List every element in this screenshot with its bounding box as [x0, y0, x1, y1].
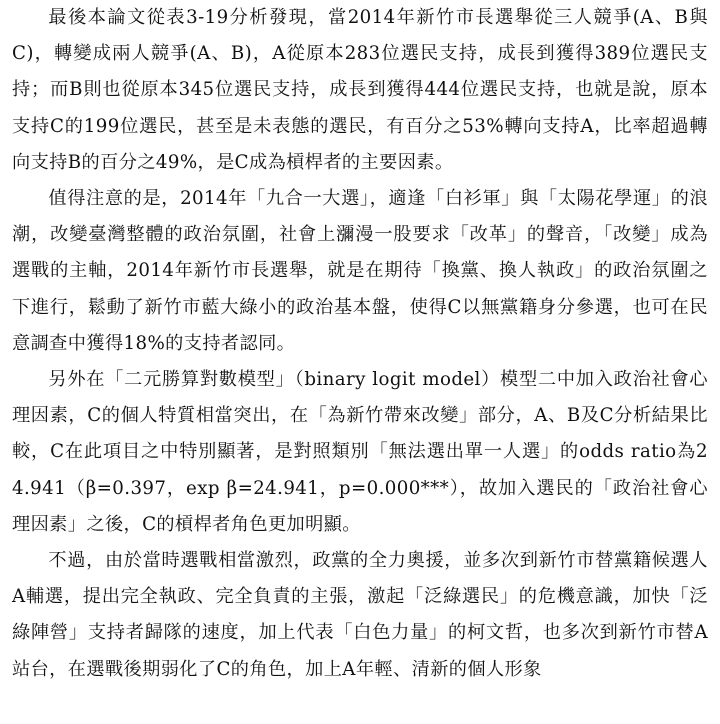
- paragraph-2: 值得注意的是，2014年「九合一大選」，適逢「白衫軍」與「太陽花學運」的浪潮，改變臺灣整體的政治氛圍，社會上瀰漫一股要求「改革」的聲音，「改變」成為選戰的主軸，2014年新竹市長選舉，就是在期待「換黨、換人執政」的政治氛圍之下進行，鬆動了新竹市藍大綠小的政治基本盤，使得C以無黨籍身分參選，也可在民意調查中獲得18%的支持者認同。: [12, 188, 708, 354]
- document-page: [12, 0, 708, 688]
- paragraph-1: 最後本論文從表3-19分析發現，當2014年新竹市長選舉從三人競爭(A、B與C)，轉變成兩人競爭(A、B)，A從原本283位選民支持，成長到獲得389位選民支持；而B則也從原本345位選民支持，成長到獲得444位選民支持，也就是說，原本支持C的199位選民，甚至是未表態的選民，有百分之53%轉向支持A，比率超過轉向支持B的百分之49%，是C成為槓桿者的主要因素。: [12, 7, 708, 173]
- paragraph-3: 另外在「二元勝算對數模型」（binary logit model）模型二中加入政治社會心理因素，C的個人特質相當突出，在「為新竹帶來改變」部分，A、B及C分析結果比較，C在此項目之中特別顯著，是對照類別「無法選出單一人選」的odds ratio為24.941（β=0.397，exp β=24.941，p=0.000***），故加入選民的「政治社會心理因素」之後，C的槓桿者角色更加明顯。: [12, 369, 708, 535]
- paragraph-4: 不過，由於當時選戰相當激烈，政黨的全力奧援，並多次到新竹市替黨籍候選人A輔選，提出完全執政、完全負責的主張，激起「泛綠選民」的危機意識，加快「泛綠陣營」支持者歸隊的速度，加上代表「白色力量」的柯文哲，也多次到新竹市替A站台，在選戰後期弱化了C的角色，加上A年輕、清新的個人形象: [12, 550, 708, 680]
